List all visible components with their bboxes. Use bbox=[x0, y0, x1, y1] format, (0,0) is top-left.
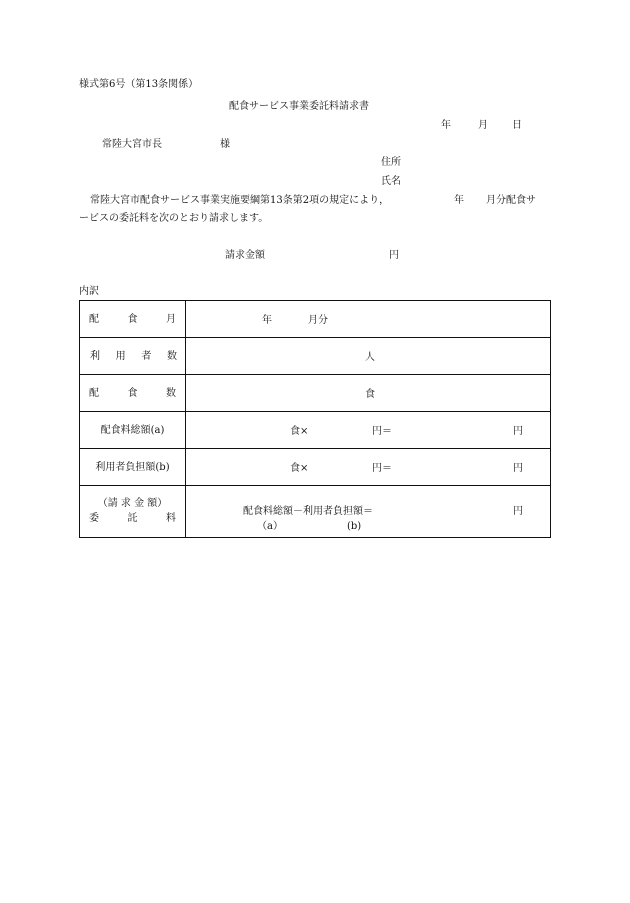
label-char: 配 bbox=[89, 313, 99, 325]
user-burden-value-cell[interactable] bbox=[186, 449, 551, 486]
meal-count-value-cell[interactable] bbox=[186, 375, 551, 412]
table-row bbox=[80, 375, 551, 412]
amount-unit: 円 bbox=[389, 250, 399, 261]
body-text-line2: ービスの委託料を次のとおり請求します。 bbox=[79, 213, 269, 224]
meal-month-year: 年 bbox=[262, 315, 272, 326]
commission-formula-b: (b) bbox=[347, 521, 362, 532]
label-char: 用 bbox=[115, 350, 126, 362]
meal-count-unit: 食 bbox=[365, 389, 375, 400]
commission-value-cell[interactable] bbox=[186, 486, 551, 538]
meal-month-month: 月分 bbox=[308, 315, 328, 326]
user-count-value-cell[interactable] bbox=[186, 338, 551, 375]
label-char: 月 bbox=[166, 313, 176, 325]
row-label-commission-fee bbox=[80, 486, 186, 538]
row-label-user-burden bbox=[80, 449, 186, 486]
table-row bbox=[80, 338, 551, 375]
user-burden-label: 利用者負担額(b) bbox=[95, 461, 170, 473]
amount-label: 請求金額 bbox=[225, 250, 265, 261]
user-burden-eq: 円＝ bbox=[372, 463, 392, 474]
page-title: 配食サービス事業委託料請求書 bbox=[229, 101, 369, 112]
commission-formula: 配食料総額－利用者負担額＝ bbox=[243, 506, 373, 517]
row-label-meal-month bbox=[80, 301, 186, 338]
addressee-honorific: 様 bbox=[220, 139, 230, 150]
commission-formula-a: （a） bbox=[257, 521, 283, 532]
body-text-line1: 常陸大宮市配食サービス事業実施要綱第13条第2項の規定により， bbox=[90, 195, 390, 206]
breakdown-heading: 内訳 bbox=[79, 286, 99, 297]
address-label: 住所 bbox=[381, 157, 401, 168]
label-char: 配 bbox=[89, 387, 99, 399]
name-label: 氏名 bbox=[381, 176, 401, 187]
date-year-label: 年 bbox=[441, 120, 451, 131]
label-char: 託 bbox=[127, 513, 138, 524]
addressee-name: 常陸大宮市長 bbox=[102, 139, 162, 150]
date-month-label: 月 bbox=[478, 120, 488, 131]
user-burden-meals: 食× bbox=[290, 463, 309, 474]
label-char: 委 bbox=[89, 513, 99, 524]
row-label-total-meal-fee bbox=[80, 412, 186, 449]
label-char: 食 bbox=[127, 313, 138, 325]
total-meal-fee-unit: 円 bbox=[513, 426, 523, 437]
table-row bbox=[80, 412, 551, 449]
row-label-meal-count bbox=[80, 375, 186, 412]
user-count-unit: 人 bbox=[365, 352, 375, 363]
label-char: 数 bbox=[166, 387, 176, 399]
label-char: 利 bbox=[90, 350, 100, 362]
label-char: 料 bbox=[166, 513, 176, 524]
table-row bbox=[80, 301, 551, 338]
total-meal-fee-eq: 円＝ bbox=[372, 426, 392, 437]
table-row bbox=[80, 449, 551, 486]
total-meal-fee-label: 配食料総額(a) bbox=[100, 424, 165, 436]
form-number: 様式第6号（第13条関係） bbox=[79, 79, 199, 90]
label-char: 食 bbox=[127, 387, 138, 399]
commission-unit: 円 bbox=[513, 506, 523, 517]
total-meal-fee-value-cell[interactable] bbox=[186, 412, 551, 449]
commission-label-top: （請 求 金 額） bbox=[97, 498, 168, 509]
table-row bbox=[80, 486, 551, 538]
total-meal-fee-meals: 食× bbox=[290, 426, 309, 437]
breakdown-table bbox=[79, 300, 551, 538]
body-text-year: 年 bbox=[454, 195, 464, 206]
date-day-label: 日 bbox=[512, 120, 522, 131]
row-label-user-count bbox=[80, 338, 186, 375]
meal-month-value-cell[interactable] bbox=[186, 301, 551, 338]
body-text-month: 月分配食サ bbox=[486, 195, 536, 206]
user-burden-unit: 円 bbox=[513, 463, 523, 474]
label-char: 者 bbox=[141, 350, 152, 362]
label-char: 数 bbox=[166, 350, 177, 362]
